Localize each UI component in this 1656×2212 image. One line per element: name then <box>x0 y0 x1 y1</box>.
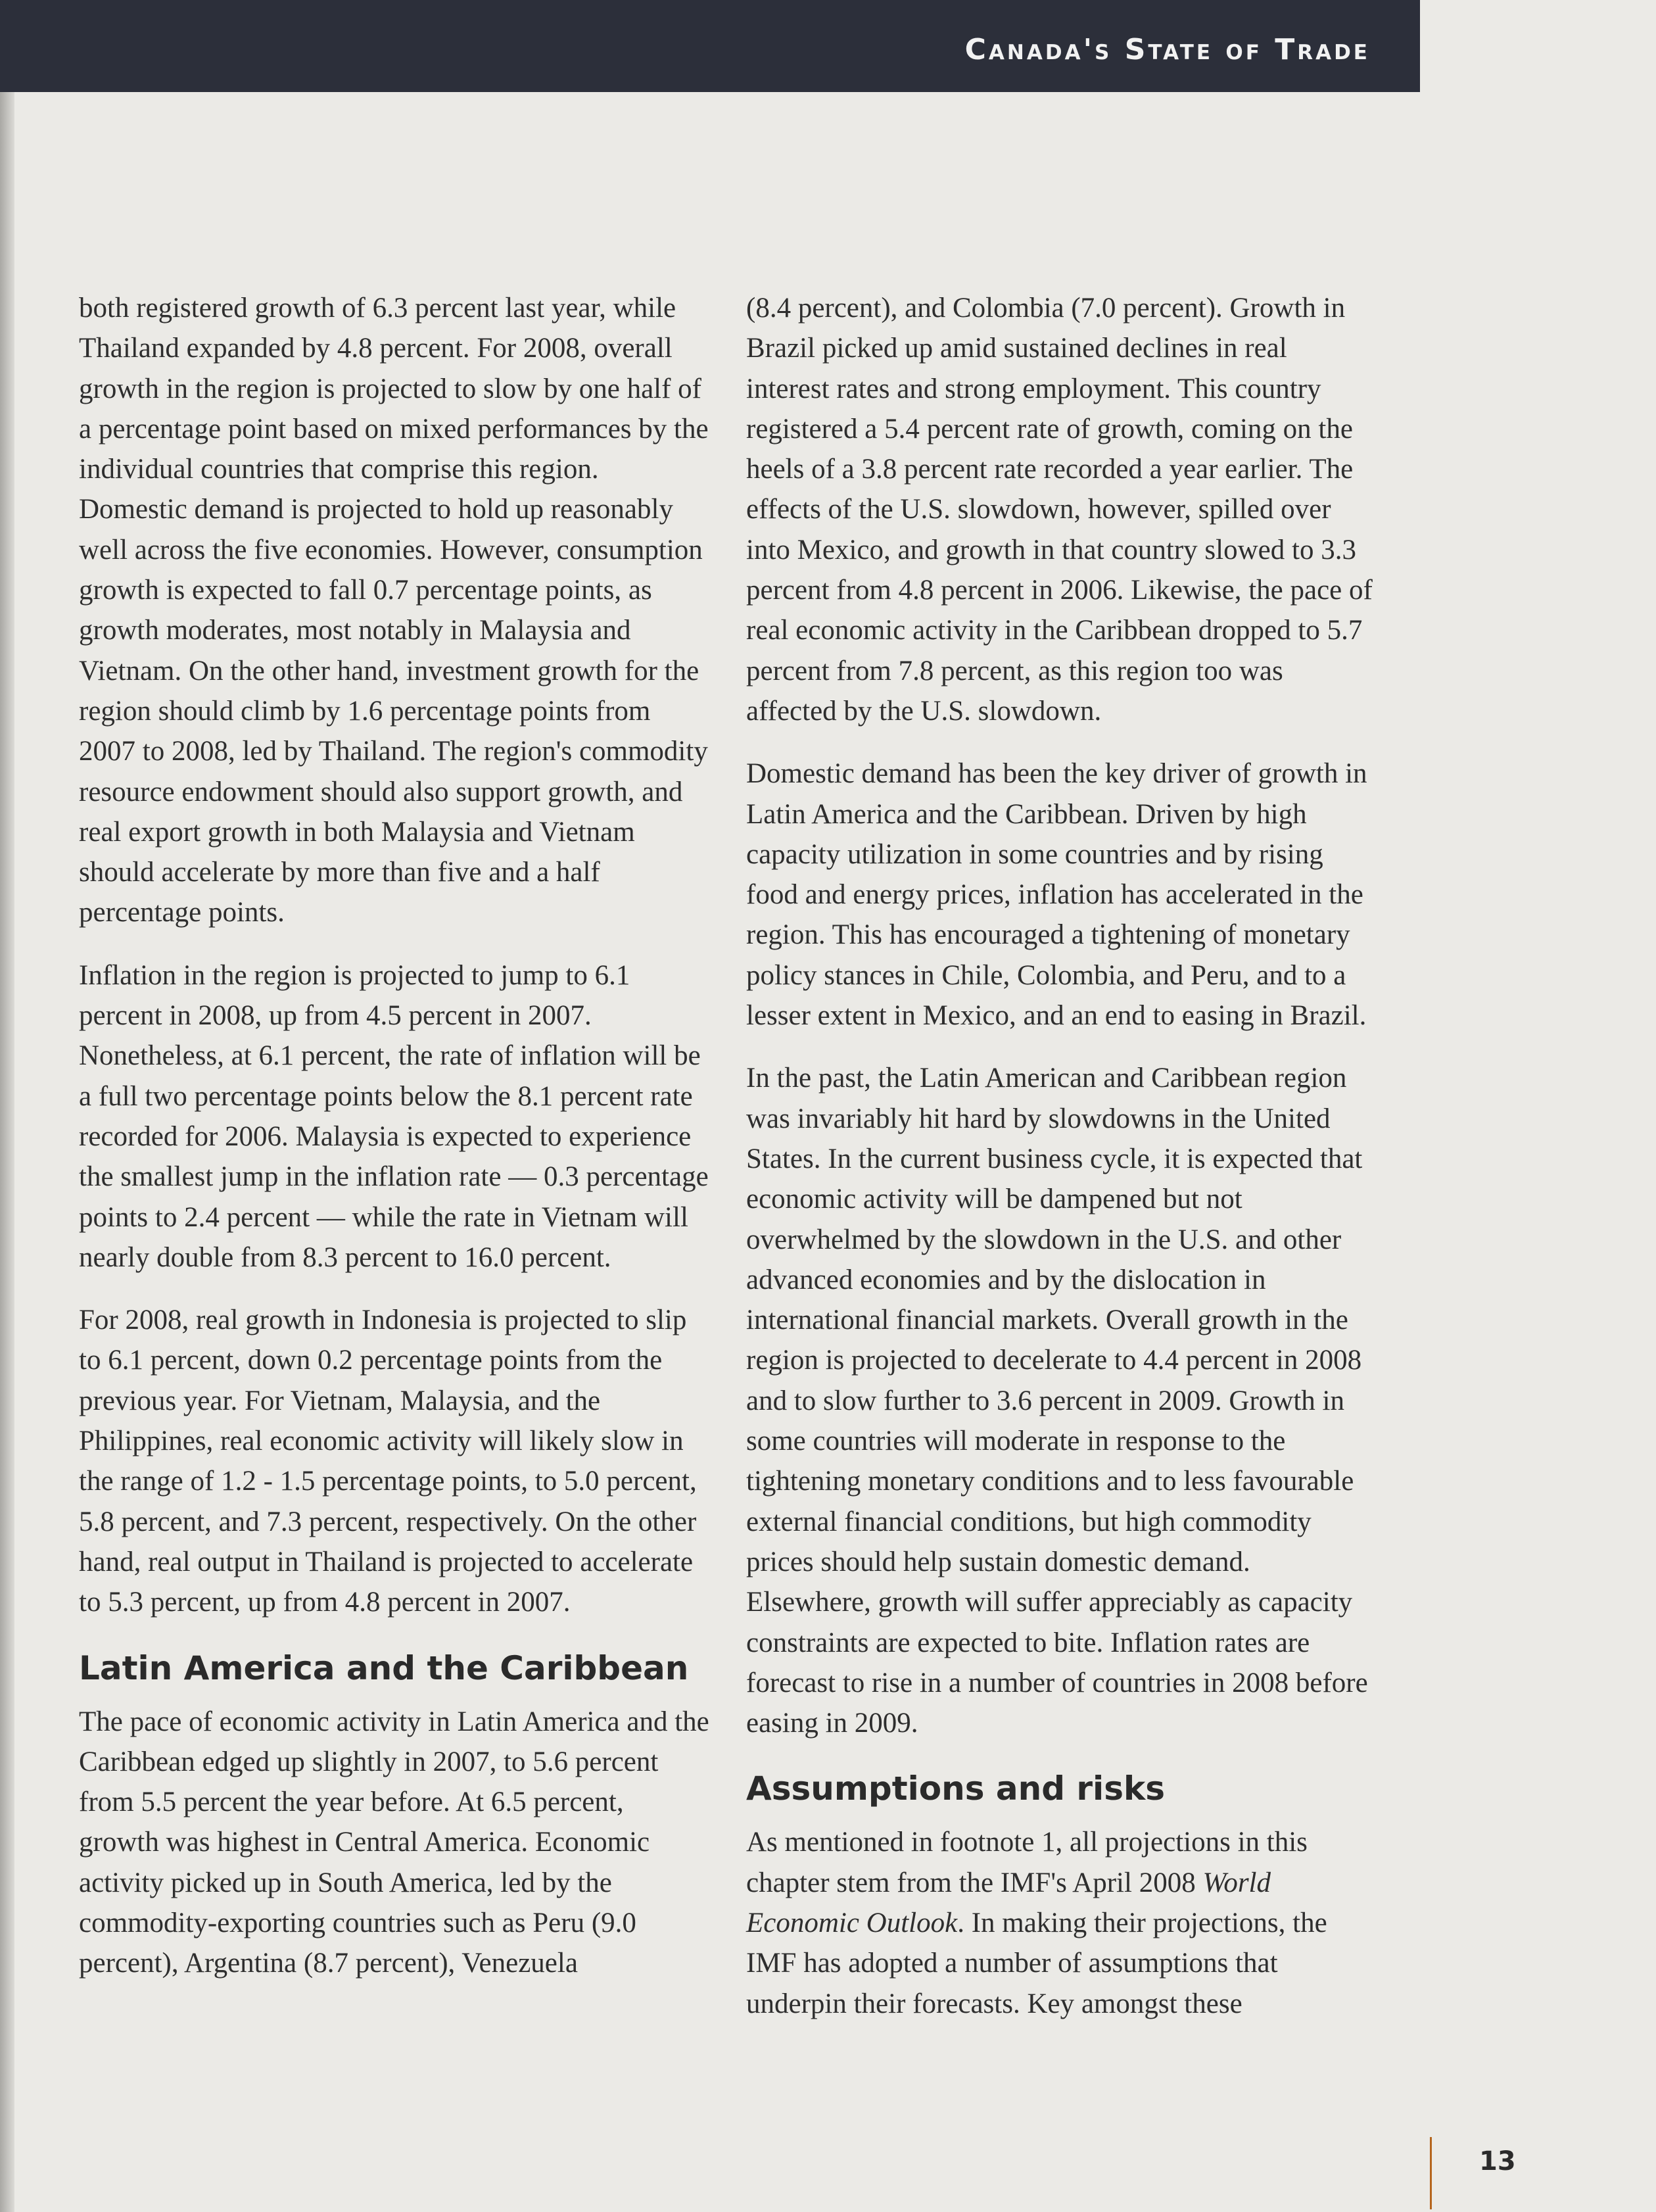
section-heading-latin-america: Latin America and the Caribbean <box>79 1648 689 1687</box>
running-header-title: Canada's State of Trade <box>964 33 1370 66</box>
body-paragraph: (8.4 percent), and Colombia (7.0 percent). Growth in Brazil picked up amid sustained declines in real interest rates and strong employment. This country registered a 5.4 percent rate of growth, coming on the heels of a 3.8 percent rate recorded a year earlier. The effects of the U.S. slowdown, however, spilled over into Mexico, and growth in that country slowed to 3.3 percent from 4.8 percent in 2006. Likewise, the pace of real economic activity in the Caribbean dropped to 5.7 percent from 7.8 percent, as this region too was affected by the U.S. slowdown. <box>746 293 1373 727</box>
right-column <box>746 288 1377 2046</box>
body-paragraph: both registered growth of 6.3 percent last year, while Thailand expanded by 4.8 percent. For 2008, overall growth in the region is projected to slow by one half of a percentage point based on mixed performances by the individual countries that comprise this region. Domestic demand is projected to hold up reasonably well across the five economies. However, consumption growth is expected to fall 0.7 percentage points, as growth moderates, most notably in Malaysia and Vietnam. On the other hand, investment growth for the region should climb by 1.6 percentage points from 2007 to 2008, led by Thailand. The region's commodity resource endowment should also support growth, and real export growth in both Malaysia and Vietnam should accelerate by more than five and a half percentage points. <box>79 293 709 928</box>
body-paragraph <box>746 1822 1377 2023</box>
left-column <box>79 288 710 2006</box>
publication-title: World Economic Outlook <box>746 1867 1271 1938</box>
book-spine-shadow <box>0 0 14 2212</box>
body-paragraph: For 2008, real growth in Indonesia is projected to slip to 6.1 percent, down 0.2 percentage points from the previous year. For Vietnam, Malaysia, and the Philippines, real economic activity will likely slow in the range of 1.2 - 1.5 percentage points, to 5.0 percent, 5.8 percent, and 7.3 percent, respectively. On the other hand, real output in Thailand is projected to accelerate to 5.3 percent, up from 4.8 percent in 2007. <box>79 1305 697 1618</box>
page-number-rule <box>1430 2137 1432 2209</box>
text-run: As mentioned in footnote 1, all projections in this chapter stem from the IMF's April 2008 <box>746 1827 1308 1898</box>
body-paragraph: The pace of economic activity in Latin America and the Caribbean edged up slightly in 2007, to 5.6 percent from 5.5 percent the year before. At 6.5 percent, growth was highest in Central America. Economic activity picked up in South America, led by the commodity-exporting countries such as Peru (9.0 percent), Argentina (8.7 percent), Venezuela <box>79 1706 709 1979</box>
body-paragraph: Inflation in the region is projected to jump to 6.1 percent in 2008, up from 4.5 percent in 2007. Nonetheless, at 6.1 percent, the rate of inflation will be a full two percentage points below the 8.1 percent rate recorded for 2006. Malaysia is expected to experience the smallest jump in the inflation rate — 0.3 percentage points to 2.4 percent — while the rate in Vietnam will nearly double from 8.3 percent to 16.0 percent. <box>79 959 709 1273</box>
text-run: . In making their projections, the IMF has adopted a number of assumptions that underpin their forecasts. Key amongst these <box>746 1907 1327 2019</box>
running-header-bar <box>0 0 1420 92</box>
section-heading-assumptions-risks: Assumptions and risks <box>746 1769 1165 1808</box>
page-number: 13 <box>1479 2146 1516 2176</box>
body-paragraph: In the past, the Latin American and Caribbean region was invariably hit hard by slowdowns in the United States. In the current business cycle, it is expected that economic activity will be dampened but not overwhelmed by the slowdown in the U.S. and other advanced economies and by the dislocation in international financial markets. Overall growth in the region is projected to decelerate to 4.4 percent in 2008 and to slow further to 3.6 percent in 2009. Growth in some countries will moderate in response to the tightening monetary conditions and to less favourable external financial conditions, but high commodity prices should help sustain domestic demand. Elsewhere, growth will suffer appreciably as capacity constraints are expected to bite. Inflation rates are forecast to rise in a number of countries in 2008 before easing in 2009. <box>746 1063 1368 1739</box>
body-paragraph: Domestic demand has been the key driver of growth in Latin America and the Caribbean. Driven by high capacity utilization in some countries and by rising food and energy prices, inflation has accelerated in the region. This has encouraged a tightening of monetary policy stances in Chile, Colombia, and Peru, and to a lesser extent in Mexico, and an end to easing in Brazil. <box>746 758 1367 1032</box>
